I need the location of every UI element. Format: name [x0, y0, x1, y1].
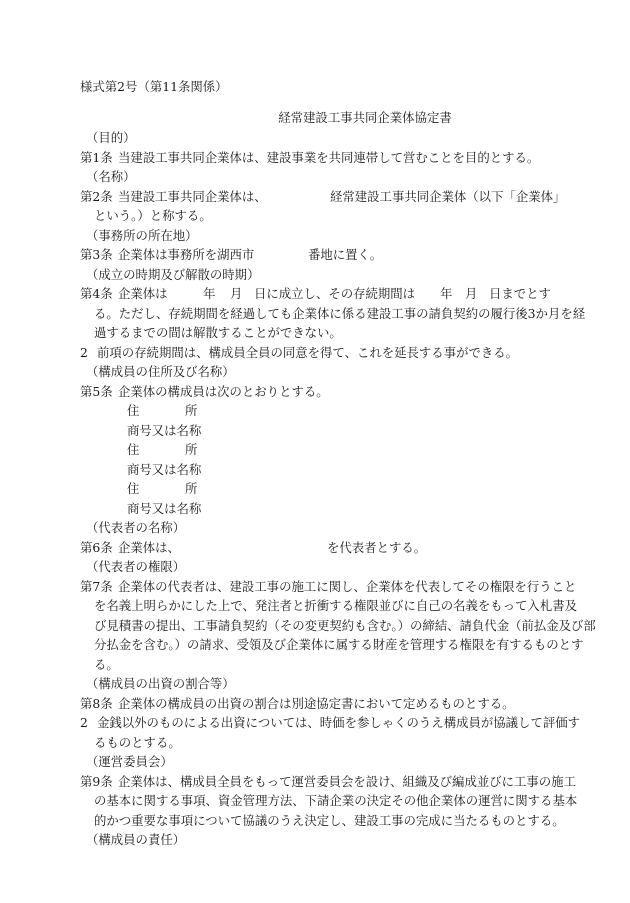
article-7-cont	[0, 635, 630, 655]
year-label: 年	[203, 286, 216, 301]
article-text: 企業体は	[118, 286, 168, 301]
article-number: 第3条	[80, 247, 113, 262]
heading-text: （目的）	[86, 130, 136, 145]
month-label: 月	[230, 286, 243, 301]
member-name-label	[0, 421, 630, 441]
article-3	[0, 245, 630, 265]
article-6	[0, 538, 630, 558]
article-number: 第8条	[80, 695, 113, 711]
article-4-cont	[0, 304, 630, 324]
heading-members	[0, 362, 630, 382]
article-text: び見積書の提出、工事請負契約（その変更契約も含む。）の締結、請負代金（前払金及び部	[94, 617, 596, 633]
article-4-cont	[0, 323, 630, 343]
article-text: 企業体は事務所を湖西市	[118, 247, 255, 262]
article-text: 企業体は、構成員全員をもって運営委員会を設け、組織及び編成並びに工事の施工	[118, 773, 576, 789]
article-text: 企業体の構成員は次のとおりとする。	[118, 383, 329, 399]
article-text: 日に成立し、その存続期間は	[254, 286, 416, 301]
article-4-para-2	[0, 343, 630, 363]
article-number: 第4条	[80, 286, 113, 301]
article-text: 過するまでの間は解散することができない。	[94, 325, 342, 340]
heading-investment	[0, 674, 630, 694]
article-text: 企業体の構成員の出資の割合は別途協定書において定めるものとする。	[118, 695, 515, 711]
member-address-label	[0, 440, 630, 460]
heading-period	[0, 265, 630, 285]
paragraph-number: 2	[80, 344, 88, 360]
article-text: 日までとす	[489, 286, 551, 301]
paragraph-text: るものとする。	[94, 734, 181, 750]
article-1	[0, 148, 630, 168]
article-text: 的かつ重要な事項について協議のうえ決定し、建設工事の完成に当たるものとする。	[94, 812, 565, 828]
address-char: 住	[127, 442, 140, 457]
heading-text: （代表者の名称）	[86, 520, 186, 535]
article-8-cont	[0, 733, 630, 753]
heading-liability	[0, 830, 630, 850]
article-2	[0, 187, 630, 207]
article-9-cont	[0, 811, 630, 831]
address-char: 住	[127, 481, 140, 496]
heading-text: （構成員の住所及び名称）	[86, 364, 235, 379]
document-title: 経常建設工事共同企業体協定書	[278, 110, 452, 125]
article-number: 第6条	[80, 539, 113, 555]
member-name-label	[0, 499, 630, 519]
heading-rep-name	[0, 518, 630, 538]
article-4	[0, 284, 630, 304]
address-char: 住	[127, 403, 140, 418]
heading-text: （事務所の所在地）	[86, 227, 198, 243]
month-label: 月	[465, 286, 478, 301]
article-8-para-2	[0, 713, 630, 733]
address-char: 所	[185, 442, 198, 457]
member-address-label	[0, 401, 630, 421]
article-7-cont	[0, 616, 630, 636]
article-7-cont	[0, 596, 630, 616]
article-number: 第7条	[80, 578, 113, 594]
address-char: 所	[185, 481, 198, 496]
article-number: 第5条	[80, 383, 113, 399]
article-text: という。）と称する。	[94, 208, 212, 223]
article-5	[0, 382, 630, 402]
article-text: 経常建設工事共同企業体（以下「企業体」	[330, 188, 566, 204]
article-number: 第9条	[80, 773, 113, 789]
heading-text: （名称）	[86, 169, 136, 184]
agreement-body	[0, 128, 630, 850]
year-label: 年	[440, 286, 453, 301]
heading-rep-authority	[0, 557, 630, 577]
form-number-label: 様式第2号（第11条関係）	[80, 79, 228, 94]
name-label: 商号又は名称	[127, 461, 202, 477]
article-2-cont	[0, 206, 630, 226]
paragraph-number: 2	[80, 715, 88, 730]
heading-text: （運営委員会）	[86, 754, 173, 769]
heading-name	[0, 167, 630, 187]
article-text: 当建設工事共同企業体は、	[118, 188, 267, 204]
heading-purpose	[0, 128, 630, 148]
article-text: 分払金を含む。）の請求、受領及び企業体に属する財産を管理する権限を有するものとす	[94, 637, 584, 652]
article-text: 企業体は、	[118, 539, 180, 555]
heading-text: （成立の時期及び解散の時期）	[86, 266, 260, 282]
article-7-cont	[0, 655, 630, 675]
heading-text: （構成員の責任）	[86, 832, 186, 847]
article-text: 当建設工事共同企業体は、建設事業を共同連帯して営むことを目的とする。	[118, 149, 540, 165]
article-text: を代表者とする。	[327, 539, 427, 555]
paragraph-text: 前項の存続期間は、構成員全員の同意を得て、これを延長する事ができる。	[97, 344, 519, 360]
paragraph-text: 金銭以外のものによる出資については、時価を参しゃくのうえ構成員が協議して評価す	[97, 715, 580, 730]
heading-text: （構成員の出資の割合等）	[86, 676, 235, 691]
article-text: の基本に関する事項、資金管理方法、下請企業の決定その他企業体の運営に関する基本	[94, 793, 578, 808]
article-9	[0, 772, 630, 792]
member-name-label	[0, 460, 630, 480]
name-label: 商号又は名称	[127, 500, 202, 516]
member-address-label	[0, 479, 630, 499]
name-label: 商号又は名称	[127, 422, 202, 438]
article-text: 番地に置く。	[308, 247, 383, 262]
article-number: 第1条	[80, 149, 113, 165]
article-text: を名義上明らかにした上で、発注者と折衝する権限並びに自己の名義をもって入札書及	[94, 598, 577, 613]
address-char: 所	[185, 403, 198, 418]
article-text: る。ただし、存続期間を経過しても企業体に係る建設工事の請負契約の履行後3か月を経	[94, 305, 586, 321]
heading-committee	[0, 752, 630, 772]
heading-text: （代表者の権限）	[86, 559, 186, 574]
heading-office	[0, 226, 630, 246]
article-7	[0, 577, 630, 597]
article-text: 企業体の代表者は、建設工事の施工に関し、企業体を代表してその権限を行うこと	[118, 578, 577, 594]
article-8	[0, 694, 630, 714]
article-9-cont	[0, 791, 630, 811]
article-text: る。	[94, 656, 119, 672]
article-number: 第2条	[80, 188, 113, 204]
